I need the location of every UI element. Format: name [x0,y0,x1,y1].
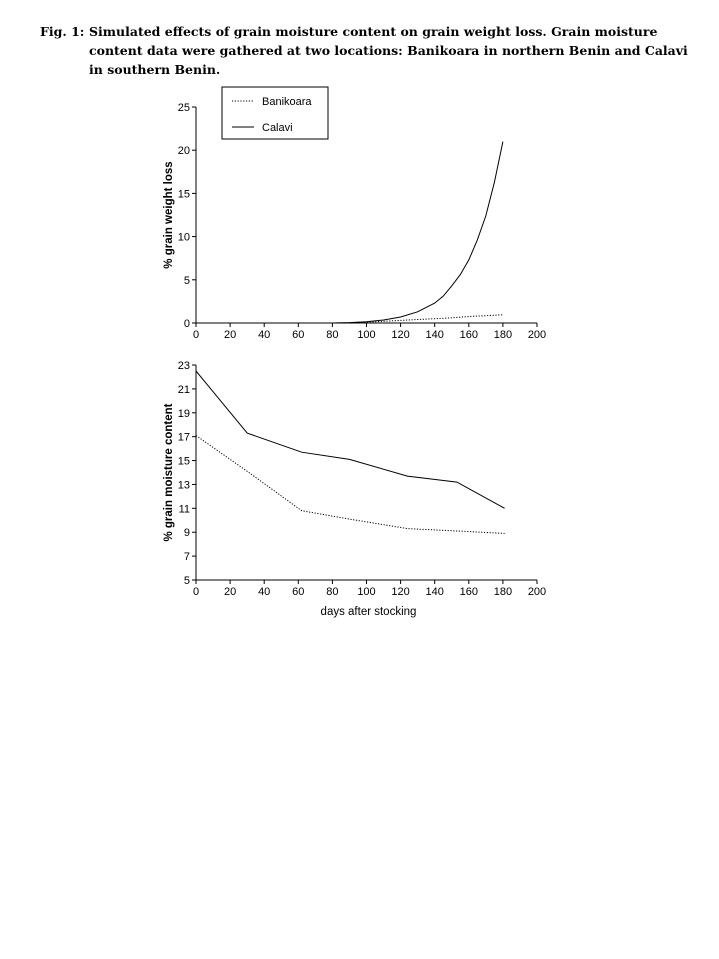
y-tick-label: 23 [177,360,190,372]
x-tick-label: 200 [527,586,547,598]
x-tick-label: 120 [391,329,410,341]
y-tick-label: 0 [183,318,190,330]
figure-label: Fig. 1: [40,24,85,39]
x-axis-label: days after stocking [320,606,417,618]
y-tick-label: 13 [177,479,190,492]
y-tick-label: 7 [183,551,190,564]
y-axis-label: % grain weight loss [163,161,175,269]
x-tick-label: 0 [192,329,200,341]
y-tick-label: 10 [177,231,190,244]
y-tick-label: 5 [183,274,190,287]
x-tick-label: 60 [292,586,305,598]
series-line-calavi [196,142,503,323]
x-tick-label: 180 [493,329,513,341]
x-tick-label: 160 [459,329,478,341]
y-tick-label: 20 [177,145,190,158]
y-tick-label: 9 [183,527,190,540]
x-tick-label: 40 [258,586,271,598]
y-tick-label: 25 [177,102,190,114]
x-tick-label: 140 [425,586,444,598]
figure-caption-text: Simulated effects of grain moisture content on grain weight loss. Grain moisture content data were gathered at two locations: Banikoara in northern Benin and Calavi in southern Benin. [89,24,688,77]
x-tick-label: 180 [493,586,513,598]
x-tick-label: 100 [357,329,376,341]
y-tick-label: 5 [183,575,190,587]
x-tick-label: 60 [292,329,305,341]
x-tick-label: 80 [326,586,339,598]
legend-entry: Calavi [262,122,293,134]
y-tick-label: 11 [178,503,190,516]
x-tick-label: 200 [527,329,547,341]
series-line-calavi [196,371,505,508]
weight-loss-chart [163,87,546,341]
x-tick-label: 100 [357,586,376,598]
x-tick-label: 20 [223,329,237,341]
x-tick-label: 160 [459,586,478,598]
x-tick-label: 20 [223,586,237,598]
y-tick-label: 17 [177,431,190,444]
legend-entry: Banikoara [262,96,312,108]
x-tick-label: 0 [192,586,200,598]
y-tick-label: 19 [177,407,190,420]
series-line-banikoara [196,436,505,534]
x-tick-label: 120 [391,586,410,598]
y-tick-label: 21 [177,383,190,396]
x-tick-label: 140 [425,329,444,341]
x-tick-label: 80 [326,329,339,341]
y-axis-label: % grain moisture content [163,403,175,542]
y-tick-label: 15 [177,455,190,468]
moisture-content-chart [163,360,546,618]
x-tick-label: 40 [258,329,271,341]
y-tick-label: 15 [177,188,190,201]
series-line-banikoara [196,315,503,323]
